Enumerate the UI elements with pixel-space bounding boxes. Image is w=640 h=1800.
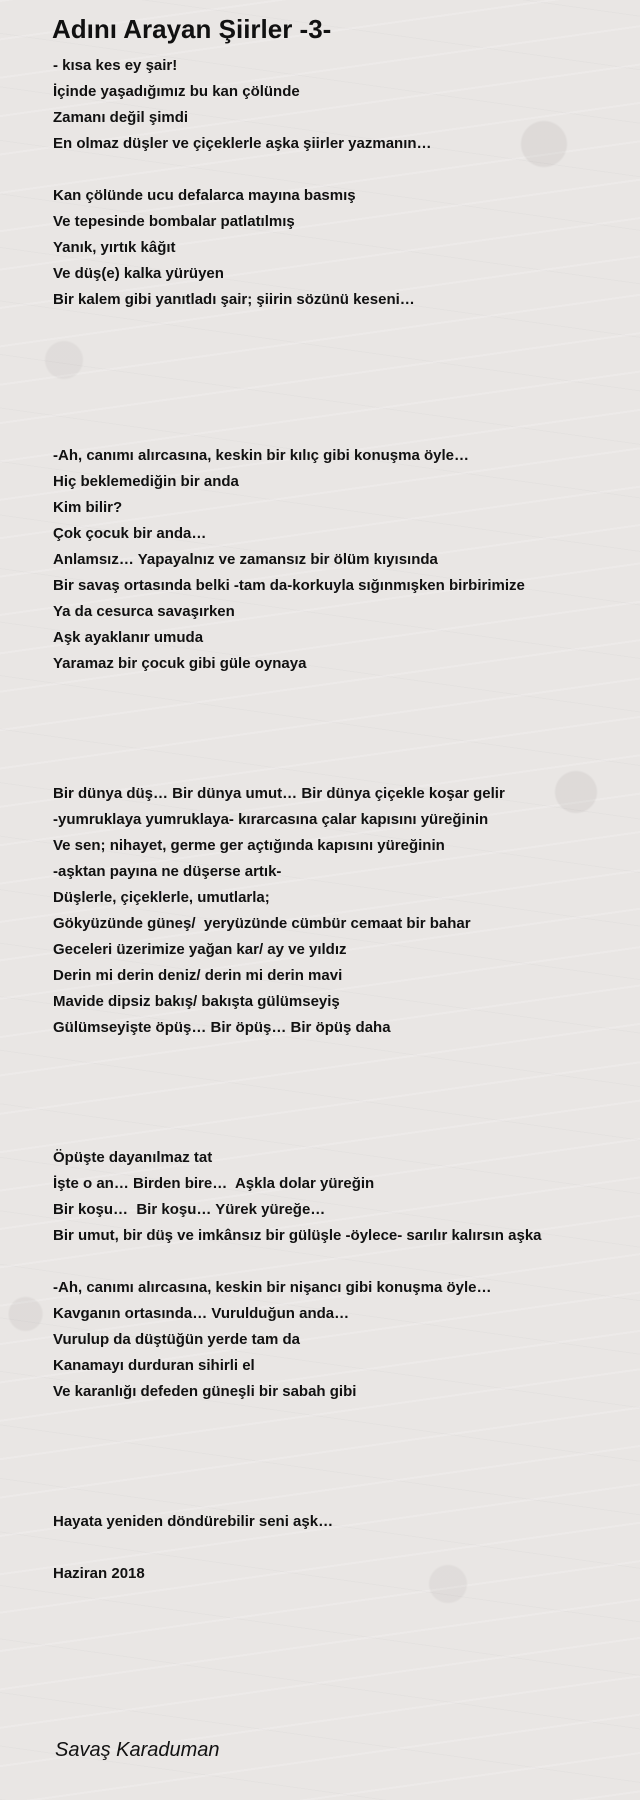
- poem-blank-line: [53, 391, 623, 417]
- poem-blank-line: [53, 1405, 623, 1431]
- poem-line: Ve düş(e) kalka yürüyen: [53, 265, 224, 282]
- poem-line: Ve sen; nihayet, germe ger açtığında kapısını yüreğinin: [53, 837, 445, 854]
- poem-line: -yumruklaya yumruklaya- kırarcasına çalar kapısını yüreğinin: [53, 811, 489, 828]
- poem-line: Düşlerle, çiçeklerle, umutlarla;: [53, 889, 270, 906]
- poem-line: Öpüşte dayanılmaz tat: [53, 1149, 213, 1166]
- poem-blank-line: [53, 1067, 623, 1093]
- poem-blank-line: [53, 677, 623, 703]
- poem-blank-line: [53, 1093, 623, 1119]
- poem-line: Geceleri üzerimize yağan kar/ ay ve yıldız: [53, 941, 347, 958]
- poem-blank-line: [53, 1457, 623, 1483]
- poem-blank-line: [53, 157, 623, 183]
- poem-line: İçinde yaşadığımız bu kan çölünde: [53, 83, 300, 100]
- poem-line: Vurulup da düştüğün yerde tam da: [53, 1331, 300, 1348]
- poem-line: Kavganın ortasında… Vurulduğun anda…: [53, 1305, 350, 1322]
- poem-line: Kim bilir?: [53, 499, 123, 516]
- poem-line: -Ah, canımı alırcasına, keskin bir nişancı gibi konuşma öyle…: [53, 1279, 492, 1296]
- poem-blank-line: [53, 703, 623, 729]
- poem-blank-line: [53, 365, 623, 391]
- poem-line: Ve karanlığı defeden güneşli bir sabah gibi: [53, 1383, 357, 1400]
- poem-author: Savaş Karaduman: [55, 1739, 220, 1761]
- poem-line: Bir koşu… Bir koşu… Yürek yüreğe…: [53, 1201, 326, 1218]
- poem-blank-line: [53, 1119, 623, 1145]
- poem-line: Aşk ayaklanır umuda: [53, 629, 204, 646]
- poem-blank-line: [53, 755, 623, 781]
- poem-body: [53, 53, 623, 1587]
- poem-line: Yaramaz bir çocuk gibi güle oynaya: [53, 655, 307, 672]
- poem-line: Gökyüzünde güneş/ yeryüzünde cümbür cemaat bir bahar: [53, 915, 471, 932]
- poem-line: Anlamsız… Yapayalnız ve zamansız bir ölüm kıyısında: [53, 551, 438, 568]
- poem-line: Yanık, yırtık kâğıt: [53, 239, 176, 256]
- poem-line: Bir umut, bir düş ve imkânsız bir gülüşle -öylece- sarılır kalırsın aşka: [53, 1227, 542, 1244]
- poem-line: Bir dünya düş… Bir dünya umut… Bir dünya çiçekle koşar gelir: [53, 785, 505, 802]
- poem-line: Bir savaş ortasında belki -tam da-korkuyla sığınmışken birbirimize: [53, 577, 525, 594]
- poem-line: Hayata yeniden döndürebilir seni aşk…: [53, 1513, 334, 1530]
- poem-line: Kan çölünde ucu defalarca mayına basmış: [53, 187, 356, 204]
- poem-blank-line: [53, 1249, 623, 1275]
- poem-title: Adını Arayan Şiirler -3-: [52, 14, 332, 44]
- poem-line: Kanamayı durduran sihirli el: [53, 1357, 255, 1374]
- poem-line: En olmaz düşler ve çiçeklerle aşka şiirler yazmanın…: [53, 135, 432, 152]
- poem-blank-line: [53, 1431, 623, 1457]
- poem-blank-line: [53, 1483, 623, 1509]
- poem-line: Gülümseyişte öpüş… Bir öpüş… Bir öpüş daha: [53, 1019, 391, 1036]
- poem-line: - kısa kes ey şair!: [53, 57, 178, 74]
- poem-blank-line: [53, 729, 623, 755]
- poem-line: -Ah, canımı alırcasına, keskin bir kılıç gibi konuşma öyle…: [53, 447, 469, 464]
- poem-line: Derin mi derin deniz/ derin mi derin mavi: [53, 967, 343, 984]
- poem-line: Bir kalem gibi yanıtladı şair; şiirin sözünü keseni…: [53, 291, 415, 308]
- poem-line: Ve tepesinde bombalar patlatılmış: [53, 213, 295, 230]
- poem-line: Mavide dipsiz bakış/ bakışta gülümseyiş: [53, 993, 340, 1010]
- poem-blank-line: [53, 417, 623, 443]
- poem-blank-line: [53, 339, 623, 365]
- poem-blank-line: [53, 1041, 623, 1067]
- poem-blank-line: [53, 313, 623, 339]
- poem-line: Hiç beklemediğin bir anda: [53, 473, 239, 490]
- poem-line: Çok çocuk bir anda…: [53, 525, 207, 542]
- poem-line: Haziran 2018: [53, 1565, 145, 1582]
- poem-line: Zamanı değil şimdi: [53, 109, 189, 126]
- poem-line: -aşktan payına ne düşerse artık-: [53, 863, 282, 880]
- poem-line: İşte o an… Birden bire… Aşkla dolar yüreğin: [53, 1175, 375, 1192]
- poem-blank-line: [53, 1535, 623, 1561]
- poem-line: Ya da cesurca savaşırken: [53, 603, 235, 620]
